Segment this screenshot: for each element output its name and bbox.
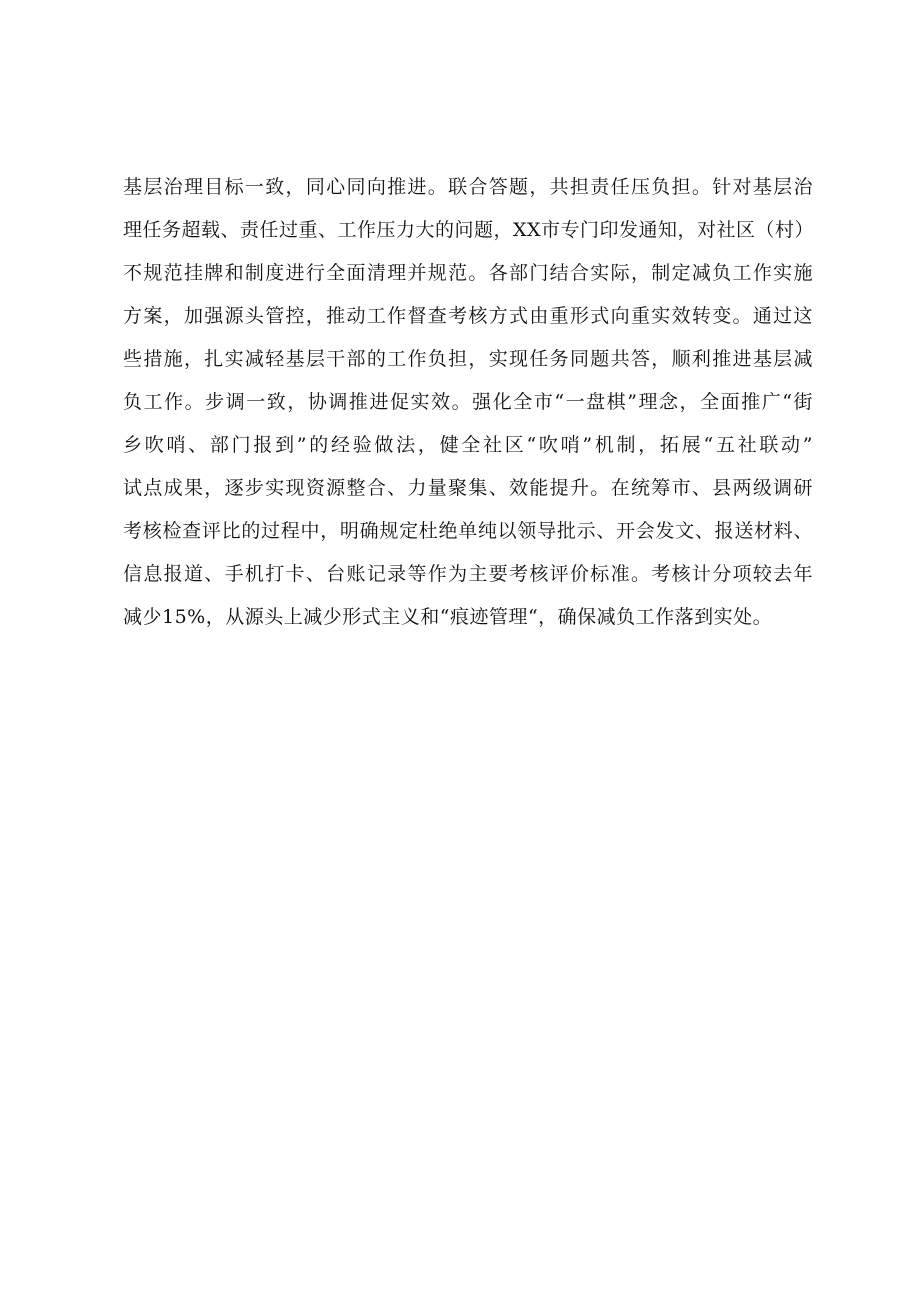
text-line: 方案，加强源头管控，推动工作督查考核方式由重形式向重实效转变。通过这 bbox=[123, 305, 813, 327]
text-line: 负工作。步调一致，协调推进促实效。强化全市“一盘棋”理念，全面推广“街 bbox=[123, 391, 813, 413]
body-paragraph bbox=[123, 166, 813, 639]
text-line: 基层治理目标一致，同心同向推进。联合答题，共担责任压负担。针对基层治 bbox=[123, 176, 813, 198]
text-line: 乡吹哨、部门报到”的经验做法，健全社区“吹哨”机制，拓展“五社联动” bbox=[123, 434, 813, 456]
text-line: 减少15%，从源头上减少形式主义和“痕迹管理“，确保减负工作落到实处。 bbox=[123, 606, 773, 628]
text-line: 信息报道、手机打卡、台账记录等作为主要考核评价标准。考核计分项较去年 bbox=[123, 563, 813, 585]
text-line: 些措施，扎实减轻基层干部的工作负担，实现任务同题共答，顺利推进基层减 bbox=[123, 348, 813, 370]
text-line: 考核检查评比的过程中，明确规定杜绝单纯以领导批示、开会发文、报送材料、 bbox=[123, 520, 813, 542]
text-line: 试点成果，逐步实现资源整合、力量聚集、效能提升。在统筹市、县两级调研 bbox=[123, 477, 813, 499]
text-line: 理任务超载、责任过重、工作压力大的问题，XX市专门印发通知，对社区（村） bbox=[123, 219, 815, 241]
text-line: 不规范挂牌和制度进行全面清理并规范。各部门结合实际，制定减负工作实施 bbox=[123, 262, 813, 284]
